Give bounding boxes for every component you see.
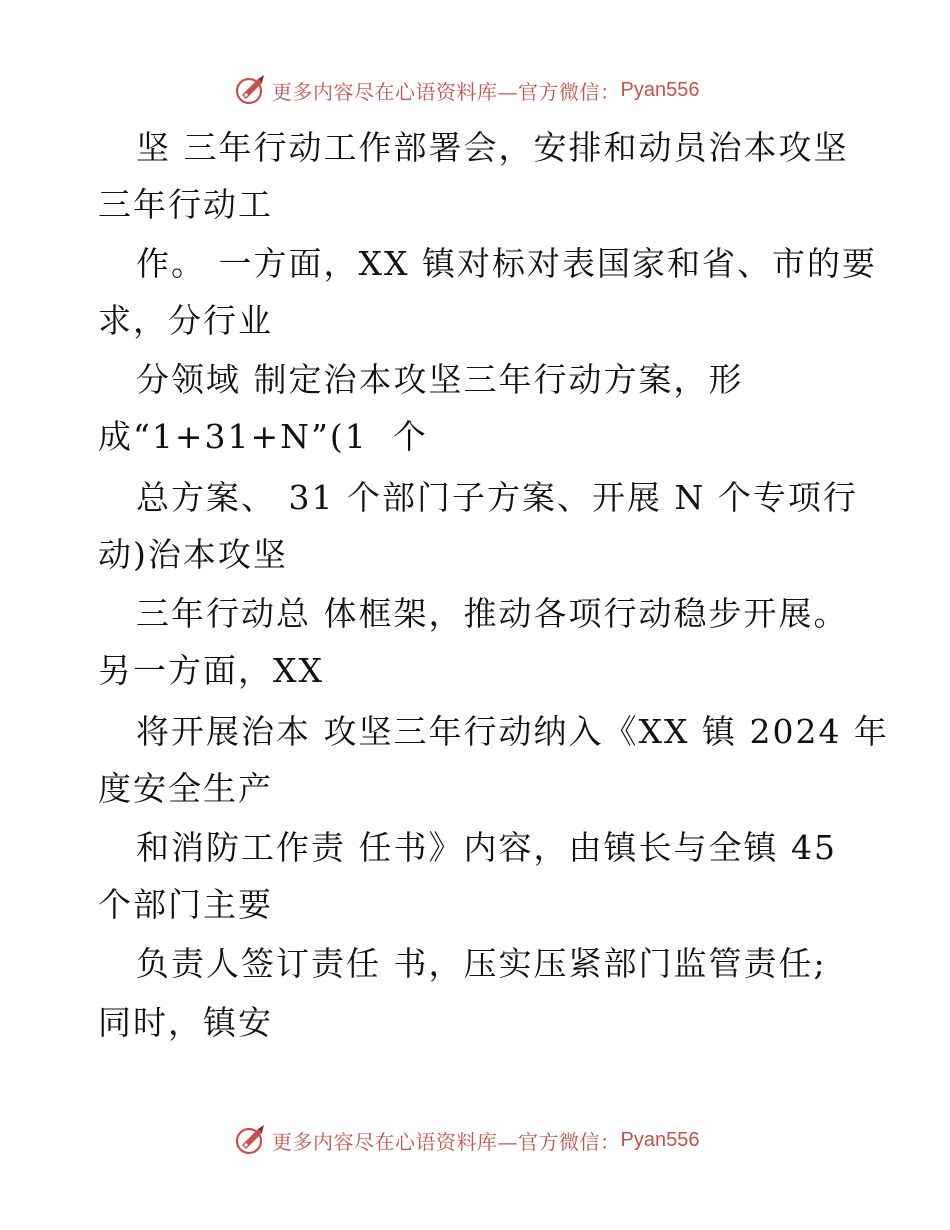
paragraph-1-line-2: 三年行动工 — [98, 185, 273, 224]
watermark-text: 更多内容尽在心语资料库—官方微信： — [272, 1129, 621, 1154]
paragraph-3-line-2: 成“1+31+N”(1 个 — [98, 417, 428, 456]
watermark-text: 更多内容尽在心语资料库—官方微信： — [272, 79, 621, 104]
paragraph-2-line-2: 求，分行业 — [98, 301, 273, 340]
paragraph-4-line-2: 动)治本攻坚 — [98, 535, 288, 574]
header-watermark — [234, 72, 699, 108]
paragraph-7-line-2: 个部门主要 — [98, 885, 273, 924]
pen-nib-circle-icon — [234, 1123, 268, 1157]
paragraph-2-line-1: 作。 一方面，XX 镇对标对表国家和省、市的要 — [136, 244, 877, 283]
footer-watermark — [234, 1122, 699, 1158]
paragraph-6-line-1: 将开展治本 攻坚三年行动纳入《XX 镇 2024 年 — [136, 712, 889, 751]
paragraph-3-line-1: 分领域 制定治本攻坚三年行动方案，形 — [136, 360, 744, 399]
paragraph-5-line-2: 另一方面，XX — [98, 651, 324, 690]
watermark-wechat-id: Pyan556 — [620, 78, 700, 101]
paragraph-6-line-2: 度安全生产 — [98, 769, 273, 808]
paragraph-1-line-1: 坚 三年行动工作部署会，安排和动员治本攻坚 — [136, 128, 849, 167]
paragraph-5-line-1: 三年行动总 体框架，推动各项行动稳步开展。 — [136, 594, 849, 633]
paragraph-7-line-1: 和消防工作责 任书》内容，由镇长与全镇 45 — [136, 828, 837, 867]
paragraph-4-line-1: 总方案、 31 个部门子方案、开展 N 个专项行 — [136, 478, 858, 517]
watermark-wechat-id: Pyan556 — [620, 1128, 700, 1151]
paragraph-8-line-1: 负责人签订责任 书，压实压紧部门监管责任; — [136, 944, 827, 983]
paragraph-8-line-2: 同时，镇安 — [98, 1003, 273, 1042]
pen-nib-circle-icon — [234, 73, 268, 107]
